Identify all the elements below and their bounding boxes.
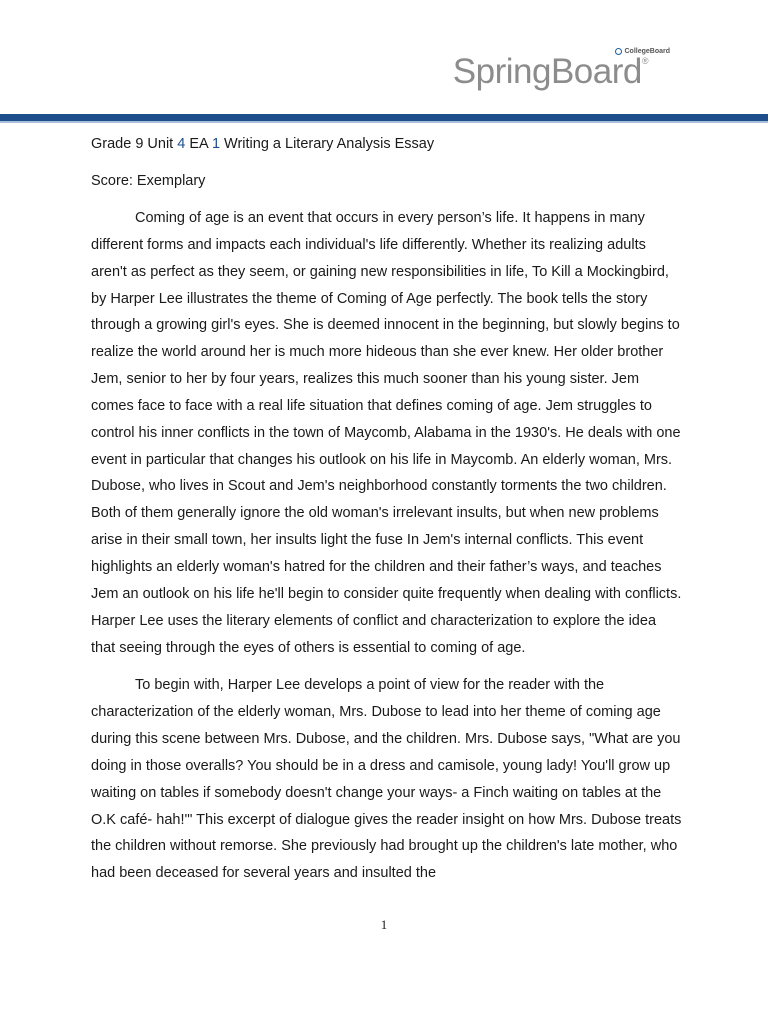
springboard-logo bbox=[453, 52, 648, 92]
brand-name: SpringBoard bbox=[452, 52, 642, 91]
title-mid: EA bbox=[185, 136, 212, 152]
collegeboard-logo-text: CollegeBoard bbox=[624, 48, 670, 55]
page-number: 1 bbox=[380, 917, 388, 932]
title-suffix: Writing a Literary Analysis Essay bbox=[220, 136, 435, 152]
title-unit: 4 bbox=[177, 136, 186, 152]
document-body bbox=[91, 134, 683, 887]
document-title bbox=[91, 134, 683, 154]
registered-mark: ® bbox=[641, 56, 648, 66]
title-prefix: Grade 9 Unit bbox=[91, 136, 178, 152]
title-ea: 1 bbox=[211, 136, 221, 152]
paragraph-1: Coming of age is an event that occurs in every person’s life. It happens in many different forms and impacts each individual's life differently. Whether its realizing adults aren't as perfect as they seem, or gaining new responsibilities in life, To Kill a Mockingbird, by Harper Lee illustrates the theme of Coming of Age perfectly. The book tells the story through a growing girl's eyes. She is deemed innocent in the beginning, but slowly begins to realize the world around her is much more hideous than she ever knew. Her older brother Jem, senior to her by four years, realizes this much sooner than his young sister. Jem comes face to face with a real life situation that defines coming of age. Jem struggles to control his inner conflicts in the town of Maycomb, Alabama in the 1930's. He deals with one event in particular that changes his outlook on his life in Maycomb. An elderly woman, Mrs. Dubose, who lives in Scout and Jem's neighborhood constantly torments the two children. Both of them generally ignore the old woman's irrelevant insults, but when new problems arise in their small town, her insults light the fuse In Jem's internal conflicts. This event highlights an elderly woman's hatred for the children and their father’s ways, and teaches Jem an outlook on his life he'll begin to consider quite frequently when dealing with conflicts. Harper Lee uses the literary elements of conflict and characterization to explore the idea that seeing through the eyes of others is essential to coming of age. bbox=[91, 210, 682, 656]
page-header bbox=[0, 0, 768, 116]
header-rule bbox=[0, 114, 768, 123]
paragraph-2: To begin with, Harper Lee develops a point of view for the reader with the characterization of the elderly woman, Mrs. Dubose to lead into her theme of coming age during this scene between Mrs. Dubose, and the children. Mrs. Dubose says, "What are you doing in those overalls? You should be in a dress and camisole, young lady! You'll grow up waiting on tables if somebody doesn't change your ways- a Finch waiting on tables at the O.K café- hah!'" This excerpt of dialogue gives the reader insight on how Mrs. Dubose treats the children without remorse. She previously had brought up the children's late mother, who had been deceased for several years and insulted the bbox=[91, 677, 682, 882]
score-line: Score: Exemplary bbox=[91, 173, 206, 189]
